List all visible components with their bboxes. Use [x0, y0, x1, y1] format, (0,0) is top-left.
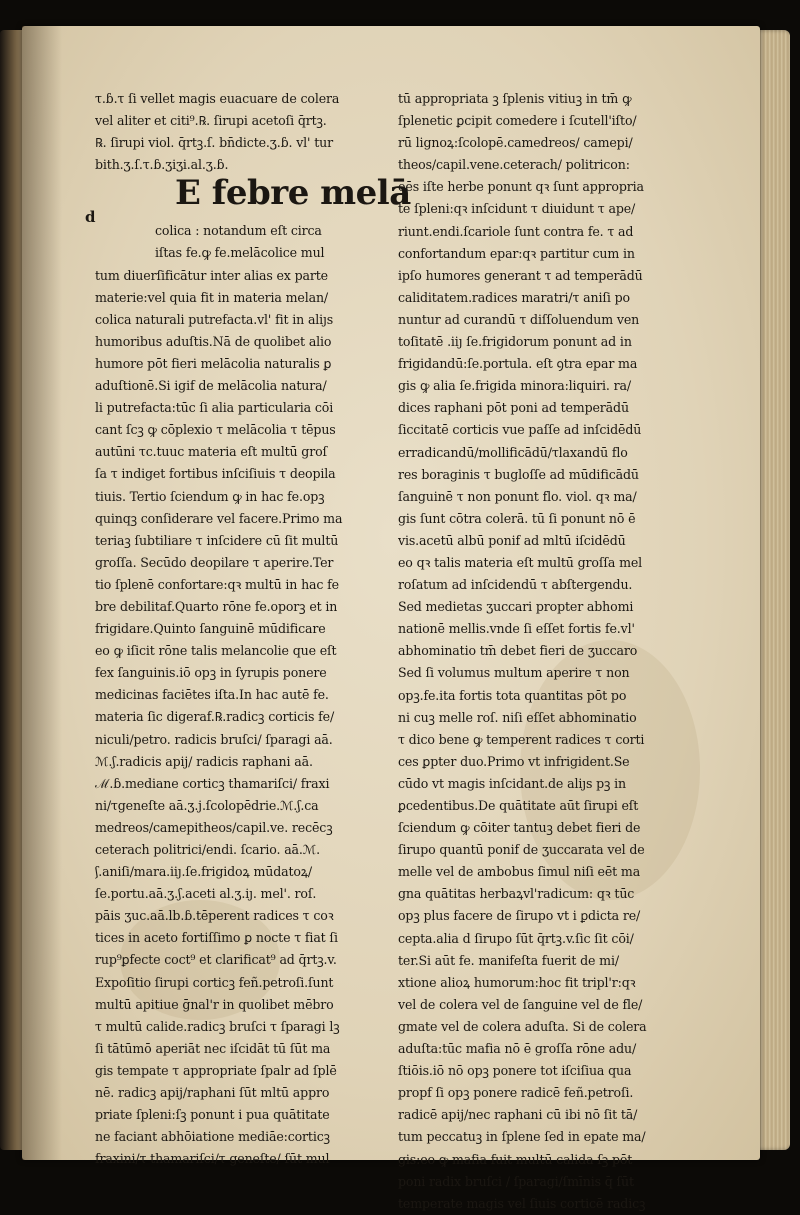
body-text: [95, 220, 387, 1170]
text-line: theos/capil.vene.ceterach/ politricon:: [398, 157, 630, 173]
text-line: vel de colera vel de ſanguine vel de fle/: [398, 996, 643, 1012]
text-line: ſtiōis.iō nō opꝫ ponere tot iſciſiua qua: [398, 1063, 632, 1079]
text-line: ſirupo quantū ponif de ʒuccarata vel de: [398, 842, 645, 858]
text-line: melle vel de ambobus ſimul niſi eēt ma: [398, 864, 641, 880]
text-line: opꝫ plus facere de ſirupo vt i ꝑdicta re/: [398, 908, 641, 924]
text-line: erradicandū/mollificādū/τlaxandū flo: [398, 444, 628, 460]
text-line: tio ſplenē confortare:qꝛ multū in hac fe: [95, 576, 339, 592]
text-line: aduſtionē.Si igif de melācolia natura/: [95, 378, 327, 394]
text-line: tum diuerſificātur inter alias ex parte: [95, 267, 328, 283]
text-line: ces ꝑpter duo.Primo vt infrigident.Se: [398, 753, 630, 769]
text-line: ſa τ indiget fortibus inſciſiuis τ deopila: [95, 466, 336, 482]
text-line: iſtas fe.ꝙ fe.melācolice mul: [155, 245, 325, 261]
text-line: multū apitiue ḡnal'r in quolibet mēbro: [95, 996, 334, 1012]
text-line: ne faciant abhōiatione mediāe:corticꝫ: [95, 1129, 330, 1145]
text-line: abhominatio tm̄ debet fieri de ʒuccaro: [398, 643, 638, 659]
text-line: priate ſpleni:ſꝫ ponunt i pua quātitate: [95, 1107, 330, 1123]
text-line: groſſa. Secūdo deopilare τ aperire.Ter: [95, 554, 334, 570]
text-line: τ dico bene ꝙ temperent radices τ corti: [398, 731, 645, 747]
text-line: bith.ʒ.ſ.τ.ɓ.ʒiʒi.al.ʒ.ɓ.: [95, 157, 229, 173]
text-line: rū lignoꝝ:ſcolopē.camedreos/ camepi/: [398, 135, 633, 151]
text-line: vel aliter et citi⁹.℞. ſirupi acetoſi q̄rtꝫ.: [95, 113, 327, 129]
text-line: ſiccitatē corticis vue paſſe ad inſcidēdū: [398, 422, 642, 438]
text-line: frigidandū:ſe.portula. eſt ꝯtra epar ma: [398, 356, 638, 372]
text-line: temperate magis vel ſiuis corticē radicꝫ: [398, 1195, 646, 1211]
text-line: cepta.alia d ſirupo ſūt q̄rtꝫ.v.ſic ſit cōi/: [398, 930, 634, 946]
text-line: res boraginis τ bugloſſe ad mūdificādū: [398, 466, 639, 482]
text-line: nuntur ad curandū τ diſſoluendum ven: [398, 311, 640, 327]
text-line: gmate vel de colera aduſta. Si de colera: [398, 1018, 647, 1034]
text-line: niculi/petro. radicis bruſci/ ſparagi aā.: [95, 731, 333, 747]
text-line: ſciendum ꝙ cōiter tantuꝫ debet fieri de: [398, 820, 641, 836]
text-line: ni cuꝫ melle roſ. niſi eſſet abhominatio: [398, 709, 637, 725]
text-line: eo qꝛ talis materia eſt multū groſſa mel: [398, 554, 643, 570]
text-line: τ.ɓ.τ ſi vellet magis euacuare de colera: [95, 91, 340, 106]
text-line: roſatum ad inſcidendū τ abſtergendu.: [398, 577, 633, 593]
text-line: poni radix bruſci / ſparagi/ſmīnis q̄ ſūt: [398, 1173, 634, 1189]
text-line: ceterach politrici/endi. ſcario. aā.ℳ.: [95, 842, 320, 857]
text-line: bre debilitaf.Quarto rōne fe.oporꝫ et in: [95, 598, 338, 614]
text-line: humoribus aduſtis.Nā de quolibet alio: [95, 333, 332, 349]
marginal-letter: d: [85, 208, 96, 227]
text-line: oēs iſte herbe ponunt qꝛ ſunt appropria: [398, 179, 644, 195]
text-line: Sed ſi volumus multum aperire τ non: [398, 665, 630, 681]
text-line: gis:eo ꝙ mafia fuit multū calida ſꝫ pōt: [398, 1151, 633, 1167]
text-line: ℳ.ʃ.radicis apij/ radicis raphani aā.: [95, 753, 313, 769]
text-line: colica naturali putrefacta.vl' fit in aliȷs: [95, 311, 334, 327]
text-line: medicinas faciētes iſta.In hac autē fe.: [95, 687, 329, 703]
text-line: pāis ʒuc.aā.lb.ɓ.tēperent radices τ coꝛ: [95, 908, 334, 924]
right-column: [398, 88, 684, 1215]
text-line: radicē apij/nec raphani cū ibi nō ſit tā/: [398, 1107, 638, 1123]
text-line: nationē mellis.vnde ſi eſſet fortis fe.vl': [398, 621, 635, 637]
text-line: riunt.endi.ſcariole ſunt contra fe. τ ad: [398, 223, 634, 239]
text-line: humore pōt fieri melācolia naturalis ꝑ: [95, 355, 332, 371]
text-line: ſplenetic ꝑcipit comedere i ſcutell'iſto/: [398, 113, 637, 129]
text-line: tum peccatuꝫ in ſplene ſed in epate ma/: [398, 1129, 646, 1145]
text-line: aduſta:tūc mafia nō ē groſſa rōne adu/: [398, 1041, 637, 1057]
intro-paragraph: [95, 88, 387, 176]
text-line: fex ſanguinis.iō opꝫ in ſyrupis ponere: [95, 665, 327, 681]
text-line: vis.acetū albū ponif ad mltū iſcidēdū: [398, 532, 626, 548]
text-line: nē. radicꝫ apij/raphani ſūt mltū appro: [95, 1085, 330, 1101]
text-line: ſe.portu.aā.ʒ.ʃ.aceti al.ʒ.iȷ. mel'. roſ.: [95, 886, 317, 902]
text-line: gna quātitas herbaꝝvl'radicum: qꝛ tūc: [398, 886, 635, 902]
text-line: materia ſic digeraf.℞.radicꝫ corticis fe/: [95, 709, 335, 725]
text-line: tices in aceto fortiſſimo ꝑ nocte τ fiat ſi: [95, 930, 338, 946]
text-line: tū appropriata ꝫ ſplenis vitiuꝫ in tm̄ ꝙ: [398, 91, 632, 106]
text-line: eo ꝙ iſicit rōne talis melancolie que eſt: [95, 643, 337, 659]
text-line: caliditatem.radices maratri/τ aniſi po: [398, 289, 630, 305]
text-line: τ multū calide.radicꝫ bruſci τ ſparagi lꝫ: [95, 1018, 340, 1034]
text-line: ipſo humores generant τ ad temperādū: [398, 267, 643, 283]
body-text: [398, 88, 684, 1215]
text-line: ſi tātūmō aperiāt nec iſcidāt tū ſūt ma: [95, 1040, 331, 1056]
text-line: cūdo vt magis inſcidant.de aliȷs pꝫ in: [398, 775, 627, 791]
text-line: gis ſunt cōtra colerā. tū ſi ponunt nō ē: [398, 510, 636, 526]
chapter-heading-block: [85, 173, 411, 227]
text-line: medreos/camepitheos/capil.ve. recēcꝫ: [95, 819, 333, 835]
text-line: frigidare.Quinto ſanguinē mūdificare: [95, 621, 326, 637]
text-line: Expoſitio ſirupi corticꝫ feñ.petroſi.ſunt: [95, 974, 334, 990]
text-line: ʃ.aniſi/mara.iiȷ.ſe.frigidoꝝ mūdatoꝝ/: [95, 864, 313, 880]
text-line: opꝫ.fe.ita fortis tota quantitas pōt po: [398, 687, 627, 703]
text-line: te ſpleni:qꝛ inſcidunt τ diuidunt τ ape/: [398, 201, 636, 217]
text-line: fraxini/τ thamariſci/τ geneſte/ ſūt mul: [95, 1151, 330, 1167]
text-line: Sed medietas ʒuccari propter abhomi: [398, 599, 634, 615]
text-line: ꝑcedentibus.De quātitate aūt ſirupi eſt: [398, 798, 639, 813]
text-line: xtione alioꝝ humorum:hoc fit tripl'r:qꝛ: [398, 974, 636, 990]
text-line: materie:vel quia fit in materia melan/: [95, 289, 329, 305]
text-line: rup⁹ꝑfecte coct⁹ et clarificat⁹ ad q̄rtꝫ.v.: [95, 952, 337, 968]
text-line: autūni τc.tuuc materia eſt multū groſ: [95, 444, 328, 460]
text-line: ſanguinē τ non ponunt flo. viol. qꝛ ma/: [398, 488, 637, 504]
text-line: ni/τgeneſte aā.ʒ.j.ſcolopēdrie.ℳ.ʃ.ca: [95, 797, 319, 813]
text-line: gis tempate τ appropriate ſpalr ad ſplē: [95, 1062, 337, 1078]
text-line: gis ꝙ alia ſe.frigida minora:liquiri. ra/: [398, 378, 631, 394]
text-line: tiuis. Tertio ſciendum ꝙ in hac fe.opꝫ: [95, 488, 325, 504]
text-line: confortandum epar:qꝛ partitur cum in: [398, 245, 635, 261]
text-line: ter.Si aūt fe. manifeſta fuerit de mi/: [398, 952, 619, 968]
text-line: quinqꝫ conſiderare vel facere.Primo ma: [95, 510, 343, 526]
text-line: li putrefacta:tūc ſi alia particularia cōi: [95, 400, 334, 416]
text-line: toſitatē .iiȷ ſe.frigidorum ponunt ad in: [398, 334, 632, 350]
left-column: [85, 88, 411, 1170]
chapter-heading: E febre melā: [175, 173, 411, 214]
gutter-shadow: [22, 26, 62, 1160]
text-line: dices raphani pōt poni ad temperādū: [398, 400, 629, 416]
text-line: propf ſi opꝫ ponere radicē feñ.petroſi.: [398, 1085, 634, 1101]
text-line: ℳ.ɓ.mediane corticꝫ thamariſci/ fraxi: [95, 775, 330, 791]
text-line: cant ſcꝫ ꝙ cōplexio τ melācolia τ tēpus: [95, 422, 336, 438]
text-line: ℞. ſirupi viol. q̄rtꝫ.ſ. bn̄dicte.ʒ.ɓ. vl' tur: [95, 135, 333, 151]
text-line: teriaꝫ ſubtiliare τ inſcidere cū ſit multū: [95, 532, 339, 548]
text-line: colica : notandum eſt circa: [155, 223, 322, 239]
